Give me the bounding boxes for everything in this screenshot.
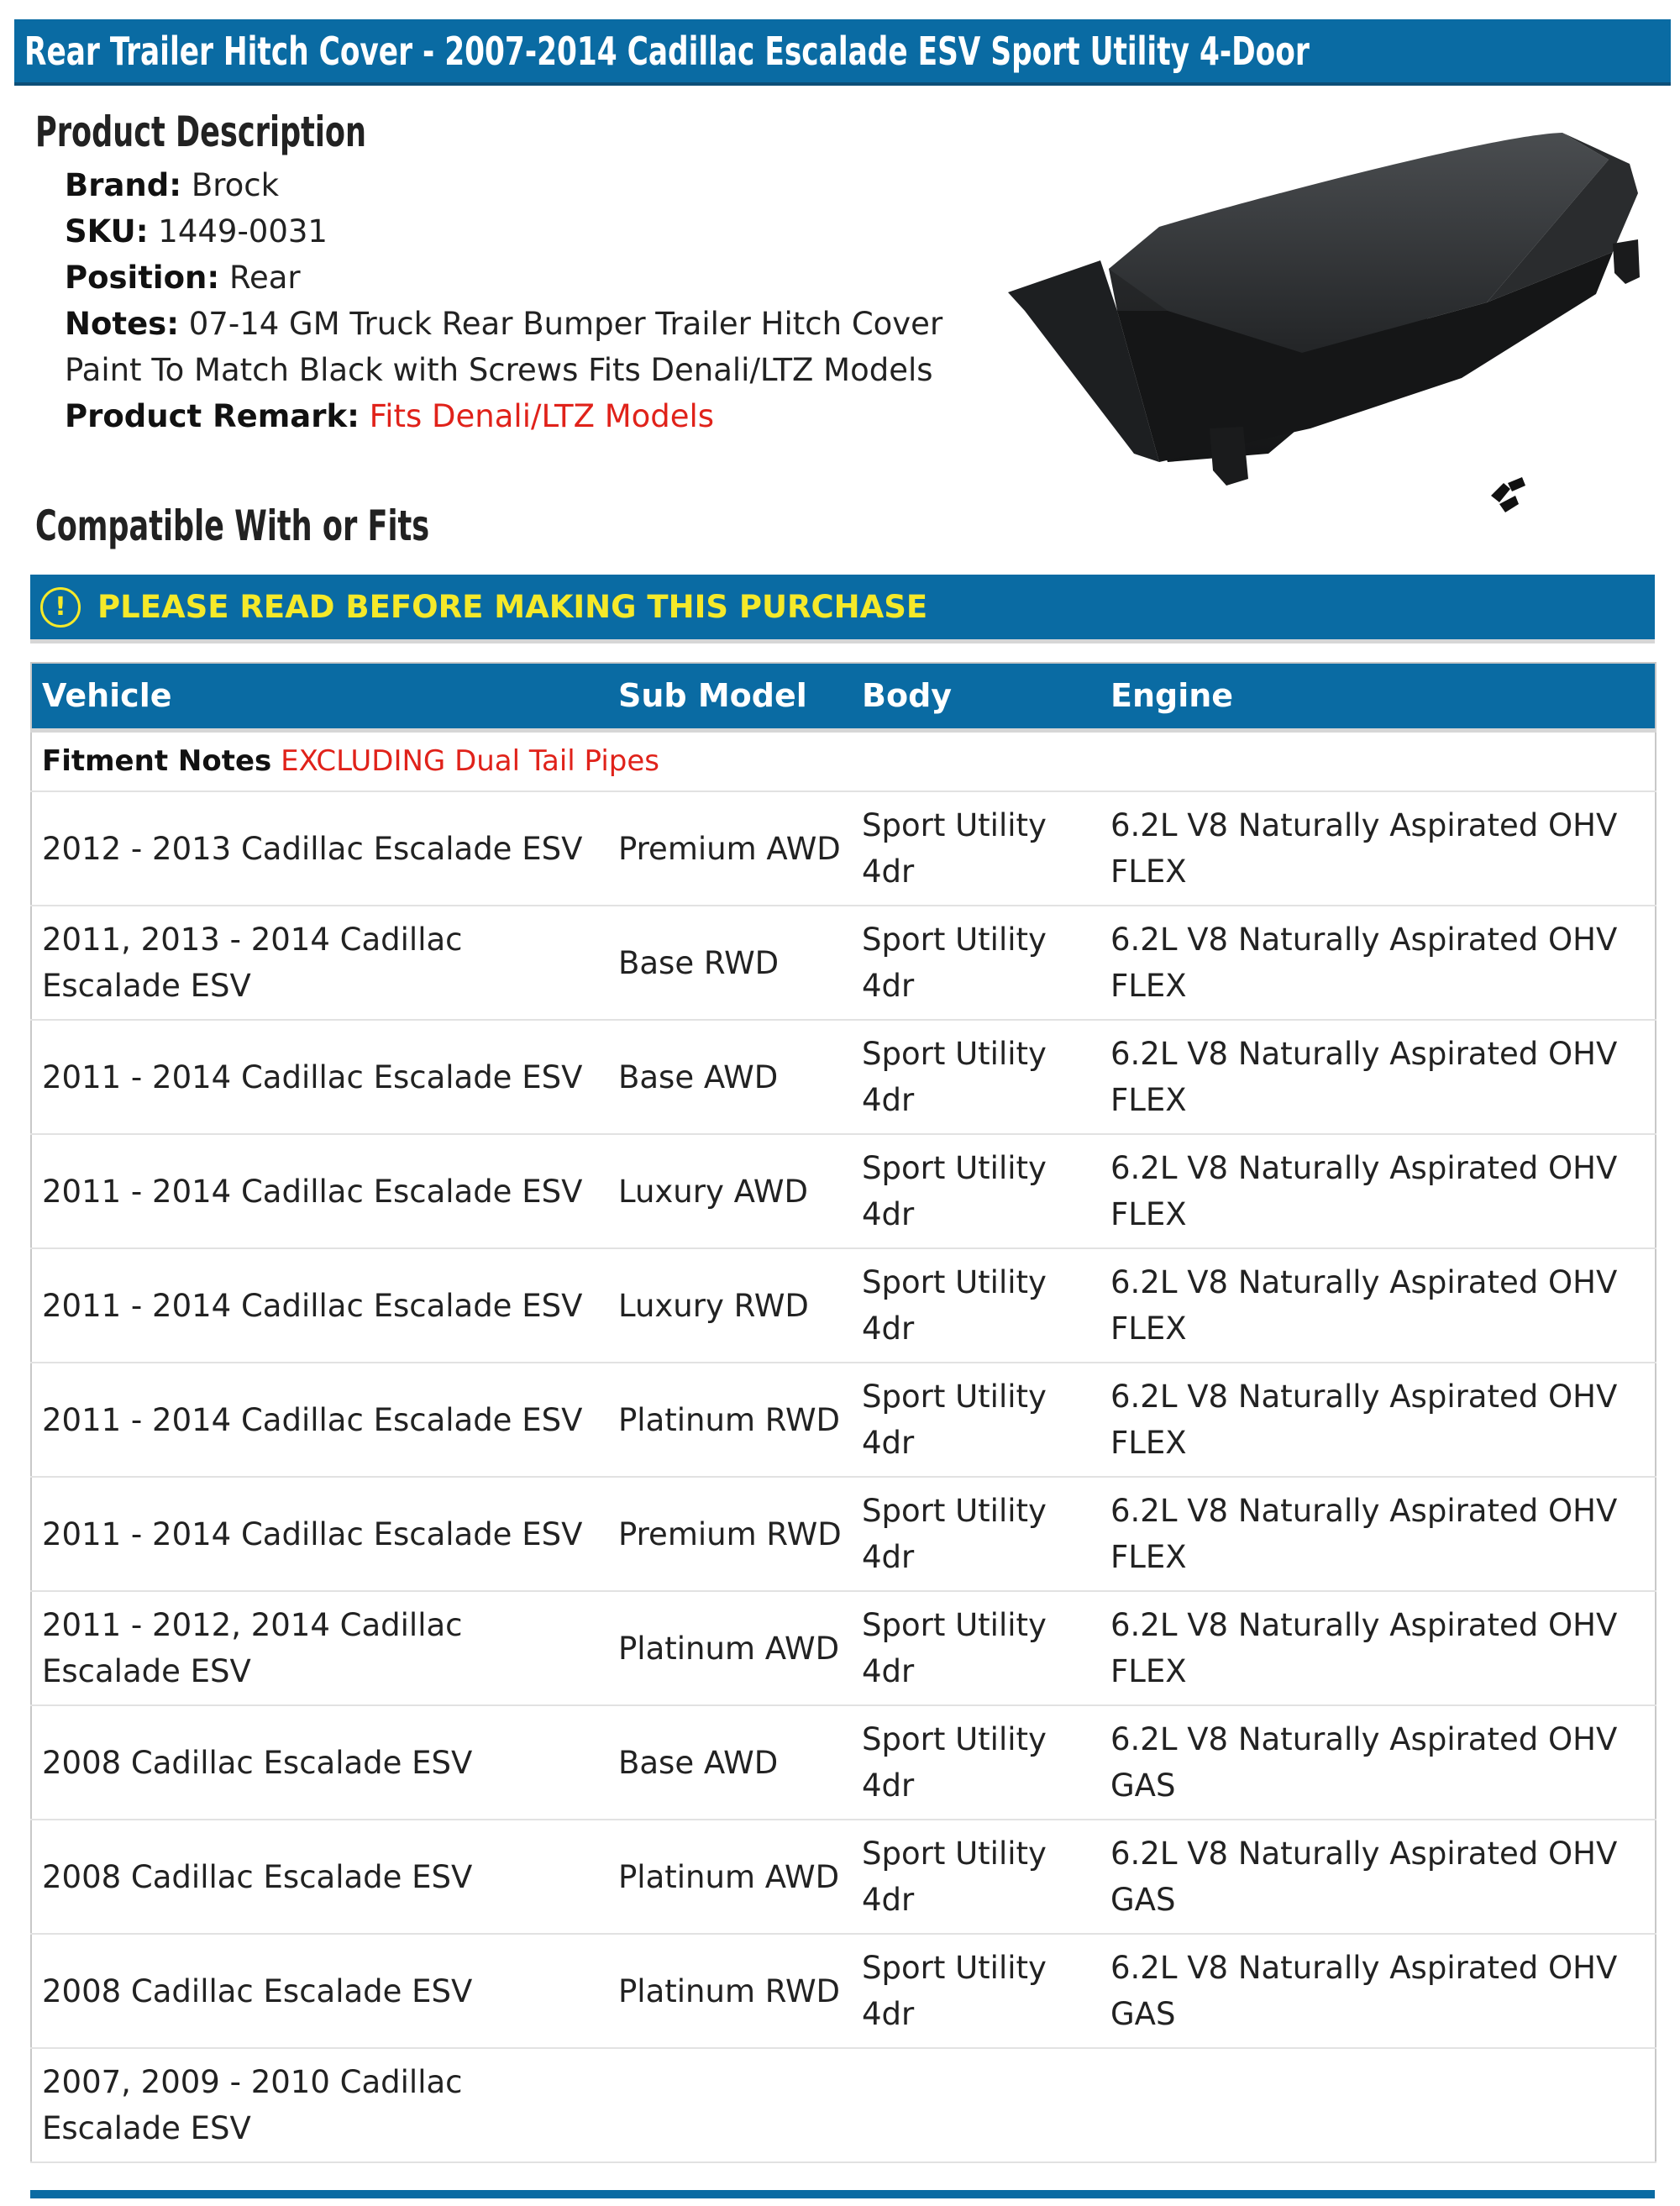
cell-sub-model: Platinum AWD xyxy=(608,1591,852,1705)
cell-body: Sport Utility 4dr xyxy=(852,1363,1100,1477)
table-row xyxy=(31,1934,1656,2048)
cell-sub-model: Base AWD xyxy=(608,1020,852,1134)
column-header-body: Body xyxy=(852,663,1100,730)
cell-body: Sport Utility 4dr xyxy=(852,791,1100,906)
cell-vehicle: 2008 Cadillac Escalade ESV xyxy=(31,1705,608,1820)
cell-sub-model: Platinum RWD xyxy=(608,1363,852,1477)
cell-body: Sport Utility 4dr xyxy=(852,1820,1100,1934)
fitment-notes-value: EXCLUDING Dual Tail Pipes xyxy=(281,743,659,778)
cell-engine: 6.2L V8 Naturally Aspirated OHV FLEX xyxy=(1100,1248,1656,1363)
cell-vehicle: 2012 - 2013 Cadillac Escalade ESV xyxy=(31,791,608,906)
table-row xyxy=(31,791,1656,906)
column-header-engine: Engine xyxy=(1100,663,1656,730)
cell-engine: 6.2L V8 Naturally Aspirated OHV FLEX xyxy=(1100,1363,1656,1477)
page-title: Rear Trailer Hitch Cover - 2007-2014 Cadillac Escalade ESV Sport Utility 4-Door xyxy=(24,28,1310,74)
cell-engine xyxy=(1100,2048,1656,2162)
cell-engine: 6.2L V8 Naturally Aspirated OHV GAS xyxy=(1100,1820,1656,1934)
cell-vehicle: 2011 - 2014 Cadillac Escalade ESV xyxy=(31,1134,608,1248)
position-value: Rear xyxy=(228,260,301,296)
cell-engine: 6.2L V8 Naturally Aspirated OHV FLEX xyxy=(1100,1591,1656,1705)
cell-sub-model: Base RWD xyxy=(608,906,852,1020)
cell-sub-model: Platinum AWD xyxy=(608,1820,852,1934)
cell-body: Sport Utility 4dr xyxy=(852,1248,1100,1363)
brand-label: Brand: xyxy=(65,167,182,203)
column-header-sub-model: Sub Model xyxy=(608,663,852,730)
cell-engine: 6.2L V8 Naturally Aspirated OHV FLEX xyxy=(1100,906,1656,1020)
title-bar xyxy=(14,19,1671,86)
cell-vehicle: 2011, 2013 - 2014 Cadillac Escalade ESV xyxy=(31,906,608,1020)
cell-sub-model: Premium AWD xyxy=(608,791,852,906)
cell-vehicle: 2011 - 2014 Cadillac Escalade ESV xyxy=(31,1363,608,1477)
cell-sub-model: Luxury AWD xyxy=(608,1134,852,1248)
sku-row xyxy=(65,208,972,255)
table-row xyxy=(31,1820,1656,1934)
cell-sub-model: Premium RWD xyxy=(608,1477,852,1591)
cell-vehicle: 2008 Cadillac Escalade ESV xyxy=(31,1820,608,1934)
footer-divider xyxy=(30,2190,1655,2198)
table-row xyxy=(31,1591,1656,1705)
notes-label: Notes: xyxy=(65,306,179,342)
screws-icon xyxy=(1491,477,1525,512)
notes-row xyxy=(65,301,972,347)
notes-value-line1: 07-14 GM Truck Rear Bumper Trailer Hitch Cover xyxy=(188,306,943,342)
cell-vehicle: 2011 - 2012, 2014 Cadillac Escalade ESV xyxy=(31,1591,608,1705)
trailer-hitch-cover-image xyxy=(991,101,1655,521)
remark-row xyxy=(65,393,972,439)
product-description xyxy=(65,162,972,439)
remark-value: Fits Denali/LTZ Models xyxy=(369,398,715,434)
purchase-notice-bar xyxy=(30,575,1655,643)
cell-engine: 6.2L V8 Naturally Aspirated OHV GAS xyxy=(1100,1705,1656,1820)
table-row xyxy=(31,1477,1656,1591)
position-row xyxy=(65,255,972,301)
exclamation-circle-icon: ! xyxy=(40,587,81,628)
cell-body xyxy=(852,2048,1100,2162)
brand-value: Brock xyxy=(191,167,280,203)
fitment-table xyxy=(30,662,1656,2163)
table-header-row xyxy=(31,663,1656,730)
cell-sub-model: Platinum RWD xyxy=(608,1934,852,2048)
cell-body: Sport Utility 4dr xyxy=(852,906,1100,1020)
brand-row xyxy=(65,162,972,208)
notes-value-line2: Paint To Match Black with Screws Fits Denali/LTZ Models xyxy=(65,352,933,388)
cell-engine: 6.2L V8 Naturally Aspirated OHV FLEX xyxy=(1100,1020,1656,1134)
position-label: Position: xyxy=(65,260,220,296)
table-row xyxy=(31,1248,1656,1363)
cell-vehicle: 2007, 2009 - 2010 Cadillac Escalade ESV xyxy=(31,2048,608,2162)
cell-sub-model: Luxury RWD xyxy=(608,1248,852,1363)
cell-body: Sport Utility 4dr xyxy=(852,1705,1100,1820)
compatibility-heading: Compatible With or Fits xyxy=(35,502,430,550)
table-row xyxy=(31,1363,1656,1477)
cell-engine: 6.2L V8 Naturally Aspirated OHV FLEX xyxy=(1100,1134,1656,1248)
cell-body: Sport Utility 4dr xyxy=(852,1591,1100,1705)
cell-engine: 6.2L V8 Naturally Aspirated OHV FLEX xyxy=(1100,791,1656,906)
cell-sub-model: Base AWD xyxy=(608,1705,852,1820)
cell-engine: 6.2L V8 Naturally Aspirated OHV GAS xyxy=(1100,1934,1656,2048)
column-header-vehicle: Vehicle xyxy=(31,663,608,730)
cell-body: Sport Utility 4dr xyxy=(852,1477,1100,1591)
fitment-notes-row xyxy=(31,730,1656,791)
notes-row-2 xyxy=(65,347,972,393)
fitment-notes-cell xyxy=(31,730,1656,791)
table-row xyxy=(31,1134,1656,1248)
product-description-heading: Product Description xyxy=(35,108,366,156)
cell-body: Sport Utility 4dr xyxy=(852,1934,1100,2048)
cell-body: Sport Utility 4dr xyxy=(852,1134,1100,1248)
sku-label: SKU: xyxy=(65,213,149,249)
cell-sub-model xyxy=(608,2048,852,2162)
cell-vehicle: 2011 - 2014 Cadillac Escalade ESV xyxy=(31,1248,608,1363)
table-row xyxy=(31,906,1656,1020)
purchase-notice-text: PLEASE READ BEFORE MAKING THIS PURCHASE xyxy=(97,589,928,625)
cell-vehicle: 2008 Cadillac Escalade ESV xyxy=(31,1934,608,2048)
fitment-notes-label: Fitment Notes xyxy=(42,743,272,778)
remark-label: Product Remark: xyxy=(65,398,360,434)
table-row xyxy=(31,1705,1656,1820)
table-row xyxy=(31,2048,1656,2162)
cell-vehicle: 2011 - 2014 Cadillac Escalade ESV xyxy=(31,1477,608,1591)
cell-vehicle: 2011 - 2014 Cadillac Escalade ESV xyxy=(31,1020,608,1134)
sku-value: 1449-0031 xyxy=(158,213,328,249)
cell-engine: 6.2L V8 Naturally Aspirated OHV FLEX xyxy=(1100,1477,1656,1591)
cell-body: Sport Utility 4dr xyxy=(852,1020,1100,1134)
table-row xyxy=(31,1020,1656,1134)
